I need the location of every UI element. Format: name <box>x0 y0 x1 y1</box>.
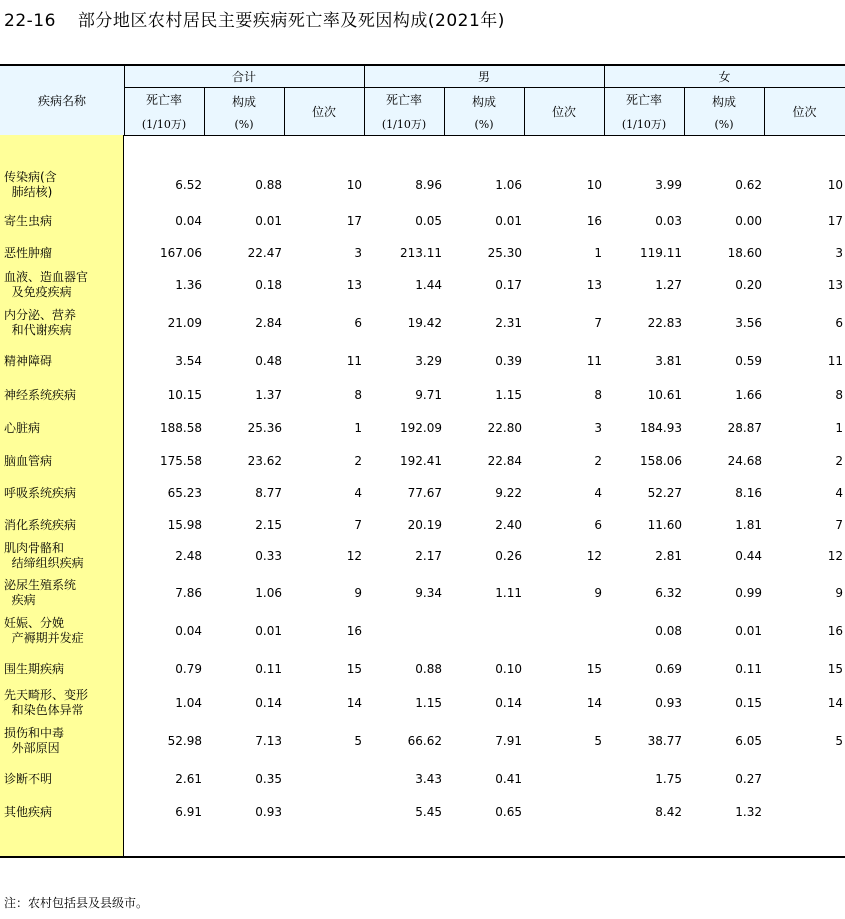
row-value: 0.17 <box>495 278 522 292</box>
header-rate-unit: (1/10万) <box>141 118 187 131</box>
row-value: 13 <box>586 278 602 292</box>
row-value: 3.99 <box>655 178 682 192</box>
row-value: 52.27 <box>647 486 682 500</box>
row-value: 52.98 <box>167 734 202 748</box>
row-disease-name: 肌肉骨骼和 结缔组织疾病 <box>4 541 84 570</box>
row-value: 4 <box>835 486 843 500</box>
row-value: 1.32 <box>735 805 762 819</box>
row-value: 2.81 <box>655 549 682 563</box>
row-value: 0.59 <box>735 354 762 368</box>
row-value: 9.71 <box>415 388 442 402</box>
row-value: 25.30 <box>487 246 522 260</box>
row-value: 22.80 <box>487 421 522 435</box>
row-value: 3.54 <box>175 354 202 368</box>
row-value: 17 <box>346 214 362 228</box>
row-value: 25.36 <box>247 421 282 435</box>
row-value: 0.44 <box>735 549 762 563</box>
row-value: 6.32 <box>655 586 682 600</box>
row-value: 0.20 <box>735 278 762 292</box>
row-value: 0.01 <box>255 624 282 638</box>
footnote: 注：农村包括县及县级市。 <box>4 896 149 910</box>
row-value: 2.48 <box>175 549 202 563</box>
row-value: 0.88 <box>415 662 442 676</box>
header-rank: 位次 <box>551 105 576 119</box>
row-value: 0.69 <box>655 662 682 676</box>
row-disease-name: 呼吸系统疾病 <box>4 486 77 500</box>
row-value: 0.65 <box>495 805 522 819</box>
row-value: 0.08 <box>655 624 682 638</box>
header-rank: 位次 <box>311 105 336 119</box>
row-disease-name: 其他疾病 <box>4 805 53 819</box>
header-rate <box>124 88 204 135</box>
row-value: 14 <box>827 696 843 710</box>
row-value: 15.98 <box>167 518 202 532</box>
row-value: 10 <box>586 178 602 192</box>
row-disease-name: 先天畸形、变形 和染色体异常 <box>4 688 89 717</box>
row-value: 0.88 <box>255 178 282 192</box>
row-value: 0.01 <box>255 214 282 228</box>
row-value: 16 <box>586 214 602 228</box>
row-disease-name: 精神障碍 <box>4 354 53 368</box>
data-table <box>0 64 845 858</box>
row-value: 8.16 <box>735 486 762 500</box>
row-value: 6.91 <box>175 805 202 819</box>
row-disease-name: 神经系统疾病 <box>4 388 77 402</box>
row-value: 0.10 <box>495 662 522 676</box>
row-value: 0.04 <box>175 214 202 228</box>
row-value: 192.09 <box>400 421 442 435</box>
row-disease-name: 围生期疾病 <box>4 662 65 676</box>
row-disease-name: 血液、造血器官 及免疫疾病 <box>4 270 89 299</box>
row-value: 7 <box>594 316 602 330</box>
row-value: 12 <box>827 549 843 563</box>
row-value: 0.05 <box>415 214 442 228</box>
row-disease-name: 内分泌、营养 和代谢疾病 <box>4 308 77 337</box>
row-value: 158.06 <box>640 454 682 468</box>
row-value: 0.41 <box>495 772 522 786</box>
row-value: 188.58 <box>160 421 202 435</box>
row-value: 184.93 <box>640 421 682 435</box>
row-value: 11.60 <box>647 518 682 532</box>
row-value: 0.39 <box>495 354 522 368</box>
header-comp-label: 构成 <box>711 94 736 109</box>
header-composition <box>444 88 524 135</box>
row-value: 15 <box>586 662 602 676</box>
row-value: 77.67 <box>407 486 442 500</box>
row-value: 1.15 <box>415 696 442 710</box>
header-group-1: 合计 <box>231 70 256 84</box>
row-value: 8.77 <box>255 486 282 500</box>
row-value: 1.44 <box>415 278 442 292</box>
row-value: 5 <box>594 734 602 748</box>
row-value: 11 <box>586 354 602 368</box>
row-disease-name: 妊娠、分娩 产褥期并发症 <box>4 616 84 645</box>
row-value: 7 <box>354 518 362 532</box>
table-title: 部分地区农村居民主要疾病死亡率及死因构成(2021年) <box>77 11 505 31</box>
row-value: 17 <box>827 214 843 228</box>
row-value: 1 <box>835 421 843 435</box>
row-value: 22.83 <box>647 316 682 330</box>
header-comp-label: 构成 <box>471 94 496 109</box>
row-value: 3 <box>354 246 362 260</box>
row-value: 38.77 <box>647 734 682 748</box>
row-value: 175.58 <box>160 454 202 468</box>
header-rate <box>364 88 444 135</box>
row-value: 2.40 <box>495 518 522 532</box>
row-value: 2.61 <box>175 772 202 786</box>
row-value: 2 <box>835 454 843 468</box>
row-value: 65.23 <box>167 486 202 500</box>
row-value: 16 <box>346 624 362 638</box>
row-value: 0.11 <box>735 662 762 676</box>
header-composition <box>204 88 284 135</box>
row-value: 6.52 <box>175 178 202 192</box>
header-rate <box>604 88 684 135</box>
row-value: 167.06 <box>160 246 202 260</box>
row-value: 0.18 <box>255 278 282 292</box>
row-value: 10.61 <box>647 388 682 402</box>
row-value: 0.14 <box>255 696 282 710</box>
row-value: 9 <box>594 586 602 600</box>
header-composition <box>684 88 764 135</box>
row-value: 2 <box>354 454 362 468</box>
row-value: 2.15 <box>255 518 282 532</box>
row-value: 2.84 <box>255 316 282 330</box>
row-value: 6 <box>594 518 602 532</box>
row-value: 3.56 <box>735 316 762 330</box>
row-value: 13 <box>346 278 362 292</box>
row-value: 7.86 <box>175 586 202 600</box>
row-value: 2 <box>594 454 602 468</box>
row-value: 12 <box>586 549 602 563</box>
row-value: 0.00 <box>735 214 762 228</box>
row-disease-name: 心脏病 <box>4 421 41 435</box>
row-value: 0.01 <box>495 214 522 228</box>
row-value: 9.22 <box>495 486 522 500</box>
row-value: 4 <box>594 486 602 500</box>
row-value: 7 <box>835 518 843 532</box>
row-value: 10 <box>827 178 843 192</box>
row-value: 0.03 <box>655 214 682 228</box>
header-rate-label: 死亡率 <box>385 93 422 107</box>
row-value: 7.13 <box>255 734 282 748</box>
table-number: 22-16 <box>4 11 56 31</box>
header-rate-unit: (1/10万) <box>381 118 427 131</box>
row-value: 9 <box>835 586 843 600</box>
row-value: 1.06 <box>495 178 522 192</box>
row-value: 16 <box>827 624 843 638</box>
row-value: 10 <box>346 178 362 192</box>
row-value: 1.04 <box>175 696 202 710</box>
header-rate-label: 死亡率 <box>625 93 662 107</box>
row-value: 0.15 <box>735 696 762 710</box>
header-comp-unit: (%) <box>714 117 734 131</box>
row-disease-name: 传染病(含 肺结核) <box>4 170 57 199</box>
row-value: 0.11 <box>255 662 282 676</box>
row-value: 11 <box>827 354 843 368</box>
row-value: 192.41 <box>400 454 442 468</box>
row-disease-name: 脑血管病 <box>4 454 53 468</box>
row-value: 3 <box>594 421 602 435</box>
row-value: 15 <box>346 662 362 676</box>
row-value: 1.36 <box>175 278 202 292</box>
row-value: 14 <box>346 696 362 710</box>
row-value: 0.01 <box>735 624 762 638</box>
row-value: 8 <box>835 388 843 402</box>
row-value: 8.42 <box>655 805 682 819</box>
row-value: 0.79 <box>175 662 202 676</box>
row-value: 10.15 <box>167 388 202 402</box>
row-value: 0.27 <box>735 772 762 786</box>
row-value: 23.62 <box>247 454 282 468</box>
row-value: 5 <box>835 734 843 748</box>
row-value: 1.15 <box>495 388 522 402</box>
row-value: 7.91 <box>495 734 522 748</box>
row-value: 6 <box>354 316 362 330</box>
row-value: 19.42 <box>407 316 442 330</box>
row-disease-name: 损伤和中毒 外部原因 <box>4 726 65 755</box>
row-value: 15 <box>827 662 843 676</box>
row-value: 213.11 <box>400 246 442 260</box>
row-value: 0.14 <box>495 696 522 710</box>
row-value: 1.06 <box>255 586 282 600</box>
row-value: 119.11 <box>640 246 682 260</box>
row-value: 8.96 <box>415 178 442 192</box>
row-value: 1 <box>594 246 602 260</box>
row-value: 28.87 <box>727 421 762 435</box>
row-value: 8 <box>594 388 602 402</box>
row-value: 2.31 <box>495 316 522 330</box>
header-disease-name: 疾病名称 <box>37 94 86 108</box>
row-value: 1.11 <box>495 586 522 600</box>
row-disease-name: 恶性肿瘤 <box>4 246 53 260</box>
row-value: 1.75 <box>655 772 682 786</box>
row-value: 21.09 <box>167 316 202 330</box>
table-header <box>0 66 845 136</box>
row-value: 22.47 <box>247 246 282 260</box>
header-rate-unit: (1/10万) <box>621 118 667 131</box>
row-value: 1.81 <box>735 518 762 532</box>
row-value: 12 <box>346 549 362 563</box>
row-value: 13 <box>827 278 843 292</box>
row-value: 0.93 <box>655 696 682 710</box>
row-value: 14 <box>586 696 602 710</box>
row-value: 1 <box>354 421 362 435</box>
row-value: 4 <box>354 486 362 500</box>
header-group-3: 女 <box>718 70 731 84</box>
row-value: 11 <box>346 354 362 368</box>
row-value: 0.48 <box>255 354 282 368</box>
row-value: 3 <box>835 246 843 260</box>
row-value: 6 <box>835 316 843 330</box>
row-value: 9 <box>354 586 362 600</box>
row-value: 18.60 <box>727 246 762 260</box>
row-value: 20.19 <box>407 518 442 532</box>
row-value: 3.81 <box>655 354 682 368</box>
row-value: 0.33 <box>255 549 282 563</box>
row-value: 5 <box>354 734 362 748</box>
row-value: 2.17 <box>415 549 442 563</box>
row-disease-name: 消化系统疾病 <box>4 518 77 532</box>
row-value: 3.29 <box>415 354 442 368</box>
row-value: 1.27 <box>655 278 682 292</box>
row-value: 9.34 <box>415 586 442 600</box>
row-disease-name: 泌尿生殖系统 疾病 <box>4 578 77 607</box>
row-value: 8 <box>354 388 362 402</box>
row-value: 0.26 <box>495 549 522 563</box>
header-rate-label: 死亡率 <box>145 93 182 107</box>
row-value: 3.43 <box>415 772 442 786</box>
row-value: 22.84 <box>487 454 522 468</box>
header-rank: 位次 <box>792 105 817 119</box>
row-disease-name: 诊断不明 <box>4 772 53 786</box>
row-value: 0.99 <box>735 586 762 600</box>
header-group-2: 男 <box>477 70 490 84</box>
row-value: 5.45 <box>415 805 442 819</box>
row-value: 0.35 <box>255 772 282 786</box>
row-value: 24.68 <box>727 454 762 468</box>
header-comp-label: 构成 <box>231 94 256 109</box>
row-value: 1.66 <box>735 388 762 402</box>
page-title <box>4 6 505 31</box>
row-disease-name: 寄生虫病 <box>4 214 53 228</box>
header-comp-unit: (%) <box>234 117 254 131</box>
row-value: 6.05 <box>735 734 762 748</box>
row-value: 0.62 <box>735 178 762 192</box>
row-value: 66.62 <box>407 734 442 748</box>
row-value: 0.93 <box>255 805 282 819</box>
row-value: 0.04 <box>175 624 202 638</box>
row-value: 1.37 <box>255 388 282 402</box>
header-comp-unit: (%) <box>474 117 494 131</box>
